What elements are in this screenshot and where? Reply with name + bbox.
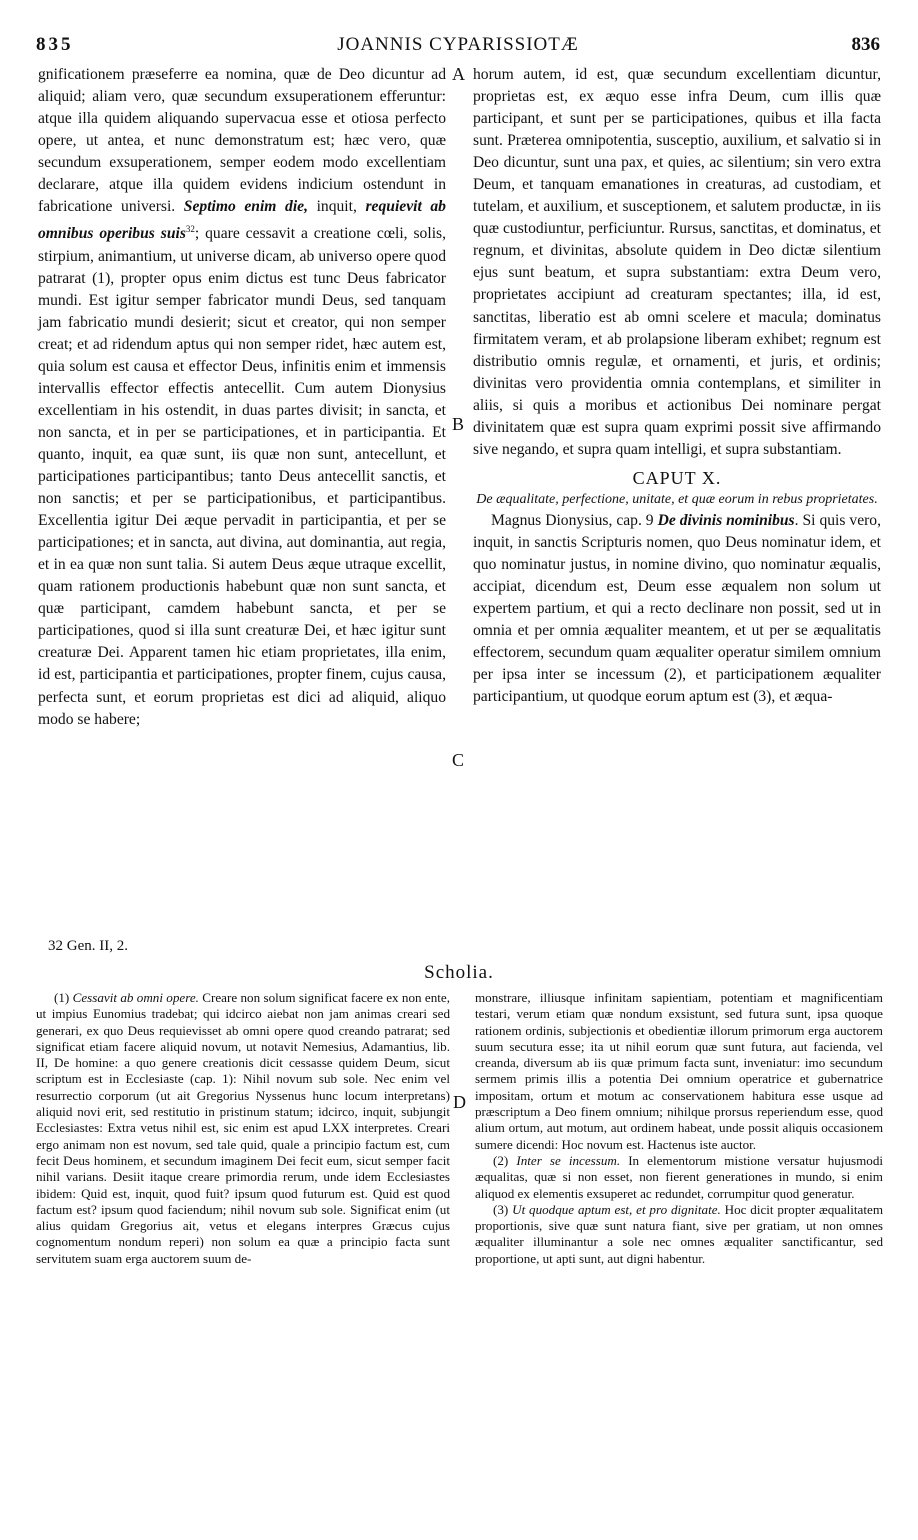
scholion-note: [475, 1153, 883, 1202]
running-title: JOANNIS CYPARISSIOTÆ: [337, 34, 579, 55]
note-number: (2): [493, 1152, 517, 1168]
scholia-right-column: [475, 990, 883, 1267]
main-text-right-column: [473, 64, 881, 708]
note-text: Creare non solum significat facere ex non ente, ut impius Eunomius tradebat; qui idcirco aiebat non jam animas creari sed generari, ex quo Deus requievisset ab omni opere quod creando patrarat; sed significat etiam facere aliquid novum, ut notavit Nemesius, Adamantius, lib. II, De homine: a quo genere creationis dicit cessasse quidem Deum, sicut scriptum est in Ecclesiaste (cap. 1): Nihil novum sub sole. Nec enim vel resurrectio corporum (ut ait Gregorius Nyssenus hunc locum interpretans) aliquid novi erit, sed restitutio in pristinum statum; idcirco, inquit, subjungit Ecclesiastes: Extra vetus nihil est, sic enim est apud LXX interpretes. Creari ergo animam non est novum, sed tale quid, quale a principio factum est, cum fecit Deus hominem, et secundum imaginem Dei fecit eum, sicut semper facit nihil varians. Desiit itaque creare primordia rerum, unde idem Ecclesiastes ibidem: Quid est, inquit, quod fuit? ipsum quod futurum est. Quid est quod factum est? ipsum quod faciendum; nihil novum sub sole. Significat enim (ut alius quidam Gregorius ait, vetus et elegans interpres Græcus cujus cognomentum nondum reperi) non solum ea quæ a principio facta sunt servitutem suam erga auctorem suum de-: [36, 990, 450, 1266]
scholion-continuation: monstrare, illiusque infinitam sapientiam, potentiam et magnificentiam testari, verum etiam quæ nondum exsistunt, sed futura sunt, ipsa quoque rationem ordinis, subjectionis et obedientiæ illorum primorum erga auctorem suum secutura esse; ita ut nihil eorum quæ sunt futura, aut facienda, vel creanda, diversum ab iis quæ primum facta sunt, inveniatur: imo secundum sermem primis illis a potentia Dei omnium operatrice et gubernatrice impositam, ortum et motum ac conservationem habitura esse usque ad præscriptum a Deo finem omnium; nihilque prorsus reperiendum esse, quod alium ortum, aut motum, aut ordinem habeat, unde possit aliquis occasionem sumere dicendi: Hoc novum est. Hactenus iste auctor.: [475, 990, 883, 1152]
scripture-quote: Septimo enim die,: [183, 198, 308, 216]
scholia-left-column: [36, 990, 450, 1267]
note-text: Hoc dicit propter æqualitatem proportionis, sive quæ sunt natura fiant, sive per gratiam, ut non omnes æqualiter illuminantur a sole nec omnes æqualiter sanctificantur, sed proportione, ut apti sunt, aut digni habentur.: [475, 1201, 884, 1266]
right-paragraph: [473, 510, 881, 708]
left-paragraph: [38, 64, 446, 731]
margin-letter-a: A: [452, 64, 465, 84]
right-paragraph: horum autem, id est, quæ secundum excellentiam dicuntur, proprietas est, ex æquo esse infra Deum, cum illis quæ participant, et sunt per se participationes, quibus et illa facta sunt. Præterea omnipotentia, susceptio, auxilium, et salvatio si in Deo dicuntur, sunt una pax, et quies, ac silentium; sin vero extra Deum, et tanquam emanationes in creaturas, ad custodiam, et tutelam, et auxilium, et susceptionem, et salutem productæ, in iis quæ custodiuntur, perficiuntur. Rursus, sanctitas, et dominatus, et regnum, et divinitas, absolute quidem in Deo dictæ silentium ejus sunt beatum, et supra substantiam: extra Deum vero, proprietates accipiunt ad creaturam spectantes; illa, id est, sanctitas, liberatio est ab omni scelere et macula; dominatus firmitatem veram, et ab prolapsione liberam exhibet; regnum est distributio omnis regulæ, et ornamenti, et juris, et ordinis; divinitas vero providentia omnia contemplans, et similiter in aliis, si quis a moribus et actionibus Dei nominare pergat divinitatem quæ est supra quam exprimi possit sive affirmando sive negando, et supra quam intelligi, et supra substantiam.: [473, 66, 881, 458]
scholion-note: [475, 1202, 883, 1267]
scripture-quote: requievit ab omnibus operibus suis: [38, 198, 446, 243]
scholia-heading: Scholia.: [424, 962, 494, 983]
chapter-title: CAPUT X.: [632, 467, 722, 488]
margin-letter-d: D: [453, 1092, 466, 1112]
book-title: De divinis nominibus: [657, 511, 795, 529]
margin-letter-c: C: [452, 750, 465, 770]
note-number: (1): [54, 990, 73, 1005]
note-lemma: Cessavit ab omni opere.: [72, 990, 199, 1005]
text-run: inquit,: [307, 198, 366, 216]
text-run: Magnus Dionysius, cap. 9: [491, 511, 658, 529]
note-lemma: Inter se incessum.: [516, 1152, 621, 1168]
footnote-reference: 32: [185, 224, 195, 235]
chapter-subtitle: De æqualitate, perfectione, unitate, et quæ eorum in rebus proprietates.: [476, 491, 878, 507]
margin-letter-b: B: [452, 414, 465, 434]
footnote: 32 Gen. II, 2.: [48, 938, 128, 954]
note-number: (3): [493, 1201, 513, 1217]
scholion-note: [36, 990, 450, 1267]
text-run: gnificationem præseferre ea nomina, quæ de Deo dicuntur ad aliquid; aliam vero, quæ secundum exsuperationem efferuntur: atque illa quidem aliquando supervacua esse et otiosa perfecto opere, ut antea, et nunc demonstratum est; hæc vero, quæ secundum exsuperationem, semper eodem modo excellentiam declarare, atque illa quidem evidens indicium ostendunt in fabricatione universi.: [38, 66, 446, 216]
text-run: ; quare cessavit a creatione cœli, solis, stirpium, animantium, ut universe dicam, ab universo opere quod patrarat (1), propter opus enim dictus est tunc Deus fabricator mundi. Est igitur semper fabricator mundi Deus, sed tanquam jam fabricatio mundi desierit; sicut et creator, qui non semper creat; et ad ridendum aptus qui non semper ridet, hæc autem est, quia solum est causa et effector Deus, infinitis enim et immensis intervallis effector effectis antecellit. Cum autem Dionysius excellentiam in his ostendit, in duas partes divisit; in sancta, et non sancta, et in per se participationes, et in participantia. Et quanto, inquit, ea quæ sunt, iis quæ non sunt, antecellunt, et participationes participantibus; tanto Deus antecellit sanctis, et non sanctis; et per se participationibus, et participantibus. Excellentia igitur Dei æque pervadit in participantia, et per se participationes; et in sancta, aut divina, aut dominantia, aut regia, et in ea quæ non sunt talia. Si autem Deus æque utraque excellit, quam rationem productionis habebunt quæ non sunt sancta, et quæ participant, camdem habebunt sancta, et per se participationes, quod si illa sunt creaturæ Dei, et hæc igitur sunt creaturæ Dei. Apparent tamen hic etiam proprietates, illa enim, id est, participantia et participationes, propter finem, cujus causa, perfecta sunt, et eorum proprietas est dici ad aliquid, aliquo modo se habere;: [38, 225, 446, 728]
page-number-right: 836: [851, 34, 880, 55]
page-header: [36, 34, 880, 58]
text-run: . Si quis vero, inquit, in sanctis Scripturis nomen, quo Deus nominatur idem, et quo nominatur justus, in nomine divino, quo nominatur æqualis, accipiat, dicendum est, Deum esse æqualem non solum ut expertem partium, et qui a recto declinare non possit, sed ut in omnia et per omnia æqualiter meantem, et ut per se æqualitatis effectorem, secundum quam æqualiter operatur similem omnium per ipsa inter se incessum (2), et participationem æqualiter participantium, ut quodque eorum aptum est (3), et æqua-: [473, 511, 882, 706]
note-lemma: Ut quodque aptum est, et pro dignitate.: [512, 1201, 721, 1217]
page-number-left: 835: [36, 34, 74, 55]
main-text-left-column: [38, 64, 446, 731]
note-text: In elementorum mistione versatur hujusmodi æqualitas, quæ si non esset, non fierent generationes in mundo, si enim aliquod ex elementis exsuperet ac redundet, corrumpitur quod generatur.: [475, 1152, 884, 1201]
